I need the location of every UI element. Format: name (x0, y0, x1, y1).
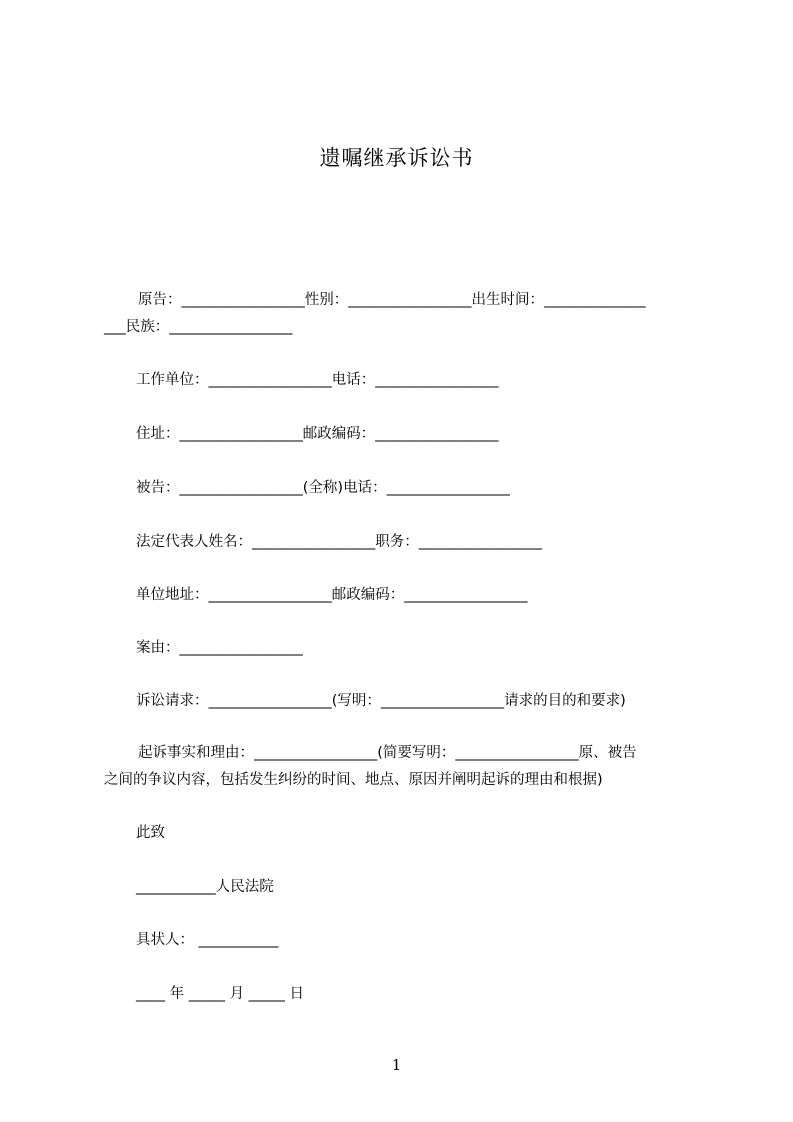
plaintiff-signature-line: 具状人： ___________ (136, 932, 279, 948)
unit-address-line: 单位地址：_________________邮政编码：_________________ (136, 587, 528, 603)
salutation-line: 此致 (136, 825, 165, 841)
plaintiff-paragraph (104, 287, 704, 341)
facts-paragraph (104, 740, 704, 794)
claims-line: 诉讼请求：_________________(写明：_________________请求的目的和要求) (136, 693, 626, 709)
plaintiff-line-2: ___民族：_________________ (104, 319, 293, 335)
defendant-line: 被告：_________________(全称)电话：_________________ (136, 480, 510, 496)
work-line: 工作单位：_________________电话：_________________ (136, 372, 499, 388)
court-line: ___________人民法院 (136, 879, 274, 895)
document-title: 遗嘱继承诉讼书 (319, 146, 474, 170)
facts-line-1: 起诉事实和理由：_________________(简要写明：_________________原、被告 (138, 745, 637, 761)
page-number: 1 (391, 1056, 402, 1074)
legal-representative-line: 法定代表人姓名：_________________职务：_________________ (136, 534, 542, 550)
cause-line: 案由：_________________ (136, 640, 303, 656)
address-line: 住址：_________________邮政编码：_________________ (136, 426, 499, 442)
facts-line-2: 之间的争议内容，包括发生纠纷的时间、地点、原因并阐明起诉的理由和根据) (104, 772, 603, 788)
plaintiff-line-1: 原告：_________________性别：_________________出生时间：______________ (138, 292, 646, 308)
date-line: ____ 年 _____ 月 _____ 日 (136, 986, 305, 1002)
